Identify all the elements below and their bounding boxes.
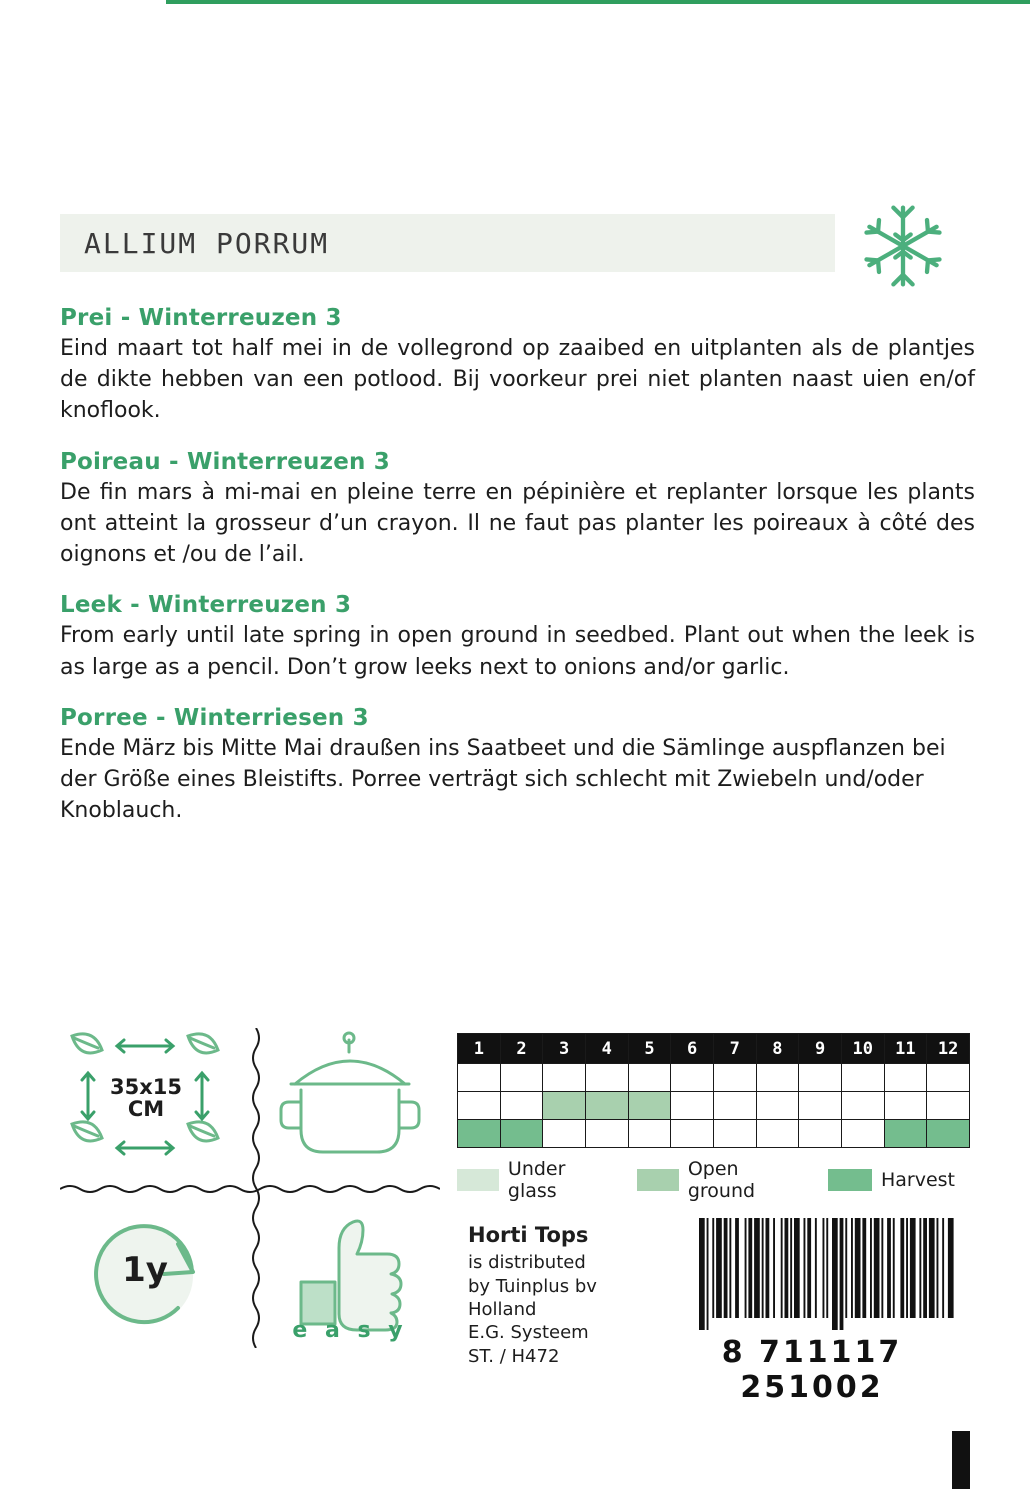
- calendar-row: [458, 1120, 970, 1148]
- brand-line-4: E.G. Systeem: [468, 1322, 589, 1344]
- cooking-pot-icon: [265, 1018, 435, 1178]
- thumbs-up-icon: [265, 1198, 435, 1358]
- calendar-month-10: 10: [841, 1034, 884, 1064]
- spacing-unit: CM: [127, 1097, 165, 1122]
- calendar-cell: [458, 1064, 501, 1092]
- calendar-cell: [756, 1120, 799, 1148]
- legend-label-harvest: Harvest: [880, 1169, 955, 1191]
- calendar-cell: [543, 1120, 586, 1148]
- calendar-cell: [884, 1092, 927, 1120]
- calendar-month-12: 12: [927, 1034, 970, 1064]
- description-body-en: From early until late spring in open ground in seedbed. Plant out when the leek is as large as a pencil. Don’t grow leeks next to onions and/or garlic.: [60, 623, 975, 680]
- calendar-row: [458, 1092, 970, 1120]
- calendar-cell: [799, 1092, 842, 1120]
- calendar-cell: [841, 1120, 884, 1148]
- legend-swatch-harvest: [828, 1169, 872, 1191]
- plant-spacing-label: [96, 1076, 196, 1120]
- legend-swatch-glass: [457, 1169, 499, 1191]
- calendar-cell: [927, 1120, 970, 1148]
- calendar-month-3: 3: [543, 1034, 586, 1064]
- calendar-cell: [628, 1120, 671, 1148]
- print-registration-mark: [952, 1431, 970, 1489]
- calendar-cell: [799, 1064, 842, 1092]
- calendar-table: [457, 1033, 970, 1148]
- page-title: ALLIUM PORRUM: [84, 227, 330, 260]
- calendar-body: [458, 1034, 970, 1148]
- calendar-legend: [457, 1158, 977, 1202]
- calendar-month-5: 5: [628, 1034, 671, 1064]
- calendar-cell: [713, 1092, 756, 1120]
- calendar-cell: [841, 1092, 884, 1120]
- description-title-nl: Prei - Winterreuzen 3: [60, 305, 342, 331]
- calendar-month-4: 4: [585, 1034, 628, 1064]
- calendar-cell: [841, 1064, 884, 1092]
- brand-line-1: is distributed: [468, 1252, 586, 1274]
- calendar-cell: [500, 1064, 543, 1092]
- calendar-cell: [585, 1092, 628, 1120]
- sowing-calendar: [457, 1033, 970, 1148]
- barcode-digits: 8 711117 251002: [721, 1335, 903, 1405]
- calendar-month-1: 1: [458, 1034, 501, 1064]
- calendar-cell: [500, 1120, 543, 1148]
- calendar-cell: [585, 1064, 628, 1092]
- legend-item-open: [637, 1158, 806, 1202]
- calendar-cell: [628, 1092, 671, 1120]
- brand-line-2: by Tuinplus bv: [468, 1275, 597, 1297]
- snowflake-icon: [855, 198, 951, 294]
- top-rule: [166, 0, 1030, 4]
- description-block-de: [60, 705, 975, 827]
- calendar-row: [458, 1064, 970, 1092]
- legend-label-open: Open ground: [687, 1158, 756, 1202]
- description-block-en: [60, 592, 975, 682]
- calendar-cell: [927, 1064, 970, 1092]
- description-title-de: Porree - Winterriesen 3: [60, 704, 369, 731]
- difficulty-label: e a s y: [292, 1318, 408, 1343]
- shelf-life-icon: [60, 1198, 230, 1358]
- calendar-cell: [756, 1092, 799, 1120]
- calendar-month-6: 6: [671, 1034, 714, 1064]
- description-block-nl: [60, 305, 975, 427]
- legend-item-glass: [457, 1158, 615, 1202]
- shelf-life-label: 1y: [122, 1250, 168, 1290]
- calendar-cell: [713, 1120, 756, 1148]
- description-body-fr: De fin mars à mi-mai en pleine terre en pépinière et replanter lorsque les plants ont atteint la grosseur d’un crayon. Il ne faut pas planter les poireaux à côté des oignons et /ou de l’ail.: [60, 479, 975, 568]
- calendar-cell: [884, 1064, 927, 1092]
- calendar-header-row: [458, 1034, 970, 1064]
- calendar-cell: [628, 1064, 671, 1092]
- plant-spacing-icon: [60, 1018, 230, 1178]
- calendar-cell: [543, 1064, 586, 1092]
- calendar-month-2: 2: [500, 1034, 543, 1064]
- brand-line-3: Holland: [468, 1299, 537, 1321]
- divider-horizontal: [60, 1180, 440, 1192]
- calendar-cell: [884, 1120, 927, 1148]
- calendar-month-9: 9: [799, 1034, 842, 1064]
- spacing-value: 35x15: [110, 1075, 182, 1099]
- description-blocks: [60, 305, 975, 849]
- icon-grid: [60, 1018, 440, 1358]
- brand-line-5: ST. / H472: [468, 1345, 560, 1367]
- description-title-en: Leek - Winterreuzen 3: [60, 592, 352, 619]
- barcode: [697, 1218, 955, 1338]
- calendar-cell: [671, 1092, 714, 1120]
- calendar-cell: [458, 1120, 501, 1148]
- legend-item-harvest: [828, 1169, 955, 1191]
- calendar-cell: [543, 1092, 586, 1120]
- calendar-cell: [927, 1092, 970, 1120]
- calendar-month-7: 7: [713, 1034, 756, 1064]
- calendar-month-8: 8: [756, 1034, 799, 1064]
- legend-swatch-open: [637, 1169, 679, 1191]
- calendar-cell: [713, 1064, 756, 1092]
- calendar-cell: [671, 1064, 714, 1092]
- calendar-cell: [671, 1120, 714, 1148]
- legend-label-glass: Under glass: [507, 1158, 566, 1202]
- calendar-month-11: 11: [884, 1034, 927, 1064]
- description-title-fr: Poireau - Winterreuzen 3: [60, 448, 390, 475]
- calendar-cell: [500, 1092, 543, 1120]
- brand-name: Horti Tops: [468, 1223, 589, 1247]
- calendar-cell: [458, 1092, 501, 1120]
- brand-block: [468, 1222, 668, 1368]
- title-band: [60, 214, 835, 272]
- calendar-cell: [585, 1120, 628, 1148]
- calendar-cell: [756, 1064, 799, 1092]
- calendar-cell: [799, 1120, 842, 1148]
- description-body-de: Ende März bis Mitte Mai draußen ins Saatbeet und die Sämlinge auspflanzen bei der Größe eines Bleistifts. Porree verträgt sich schlecht mit Zwiebeln und/oder Knoblauch.: [60, 735, 946, 824]
- description-body-nl: Eind maart tot half mei in de vollegrond op zaaibed en uitplanten als de plantjes de dikte hebben van een potlood. Bij voorkeur prei niet planten naast uien en/of knoflook.: [60, 336, 975, 424]
- description-block-fr: [60, 449, 975, 571]
